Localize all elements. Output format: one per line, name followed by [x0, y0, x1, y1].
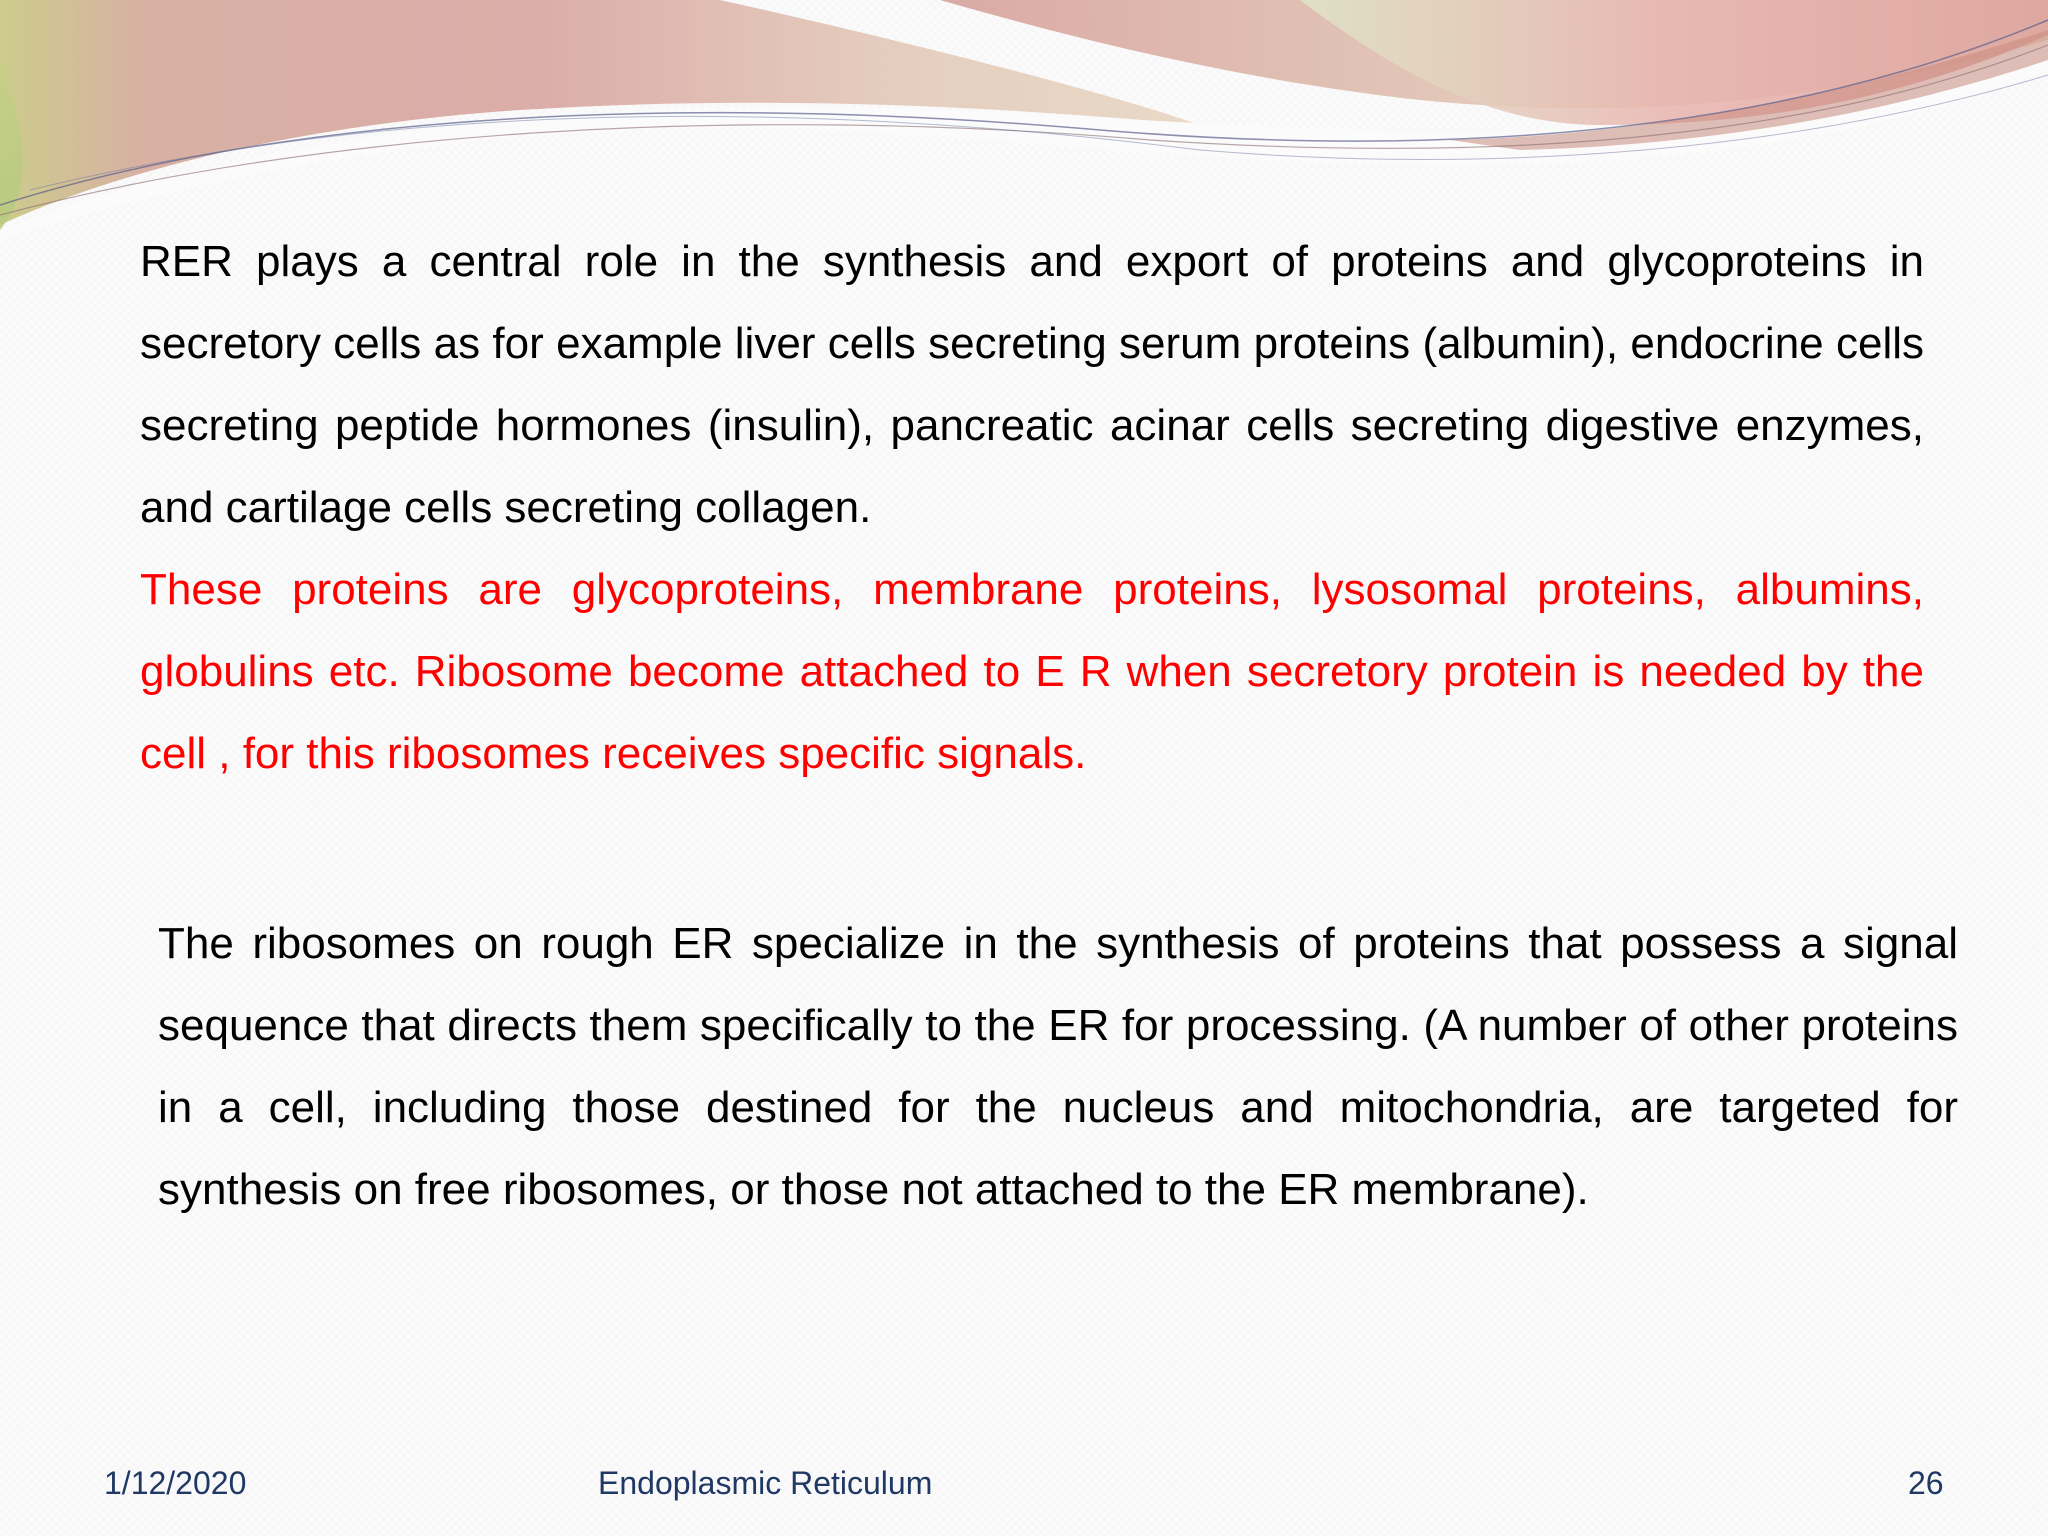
footer-page-number: 26: [1908, 1465, 1944, 1501]
footer-date: 1/12/2020: [104, 1465, 247, 1501]
paragraph-rer-role-black: RER plays a central role in the synthesis and export of proteins and glycoproteins in secretory cells as for example liver cells secreting serum proteins (albumin), endocrine cells secreting peptide hormones (insulin), pancreatic acinar cells secreting digestive enzymes, and cartilage cells secreting collagen.: [140, 237, 1924, 532]
header-wave-decoration: [0, 0, 2048, 240]
footer-title: Endoplasmic Reticulum: [598, 1465, 933, 1501]
paragraph-signal-sequence: The ribosomes on rough ER specialize in the synthesis of proteins that possess a signal sequence that directs them specifically to the ER for processing. (A number of other proteins in a cell, including those destined for the nucleus and mitochondria, are targeted for synthesis on free ribosomes, or those not attached to the ER membrane).: [158, 919, 1958, 1214]
paragraph-rer-proteins-red: These proteins are glycoproteins, membrane proteins, lysosomal proteins, albumins, globulins etc. Ribosome become attached to E R when secretory protein is needed by the cell , for this ribosomes receives specific signals.: [140, 565, 1924, 778]
header-band-left: [0, 0, 1200, 225]
paragraph-rer-role: [140, 221, 1924, 795]
